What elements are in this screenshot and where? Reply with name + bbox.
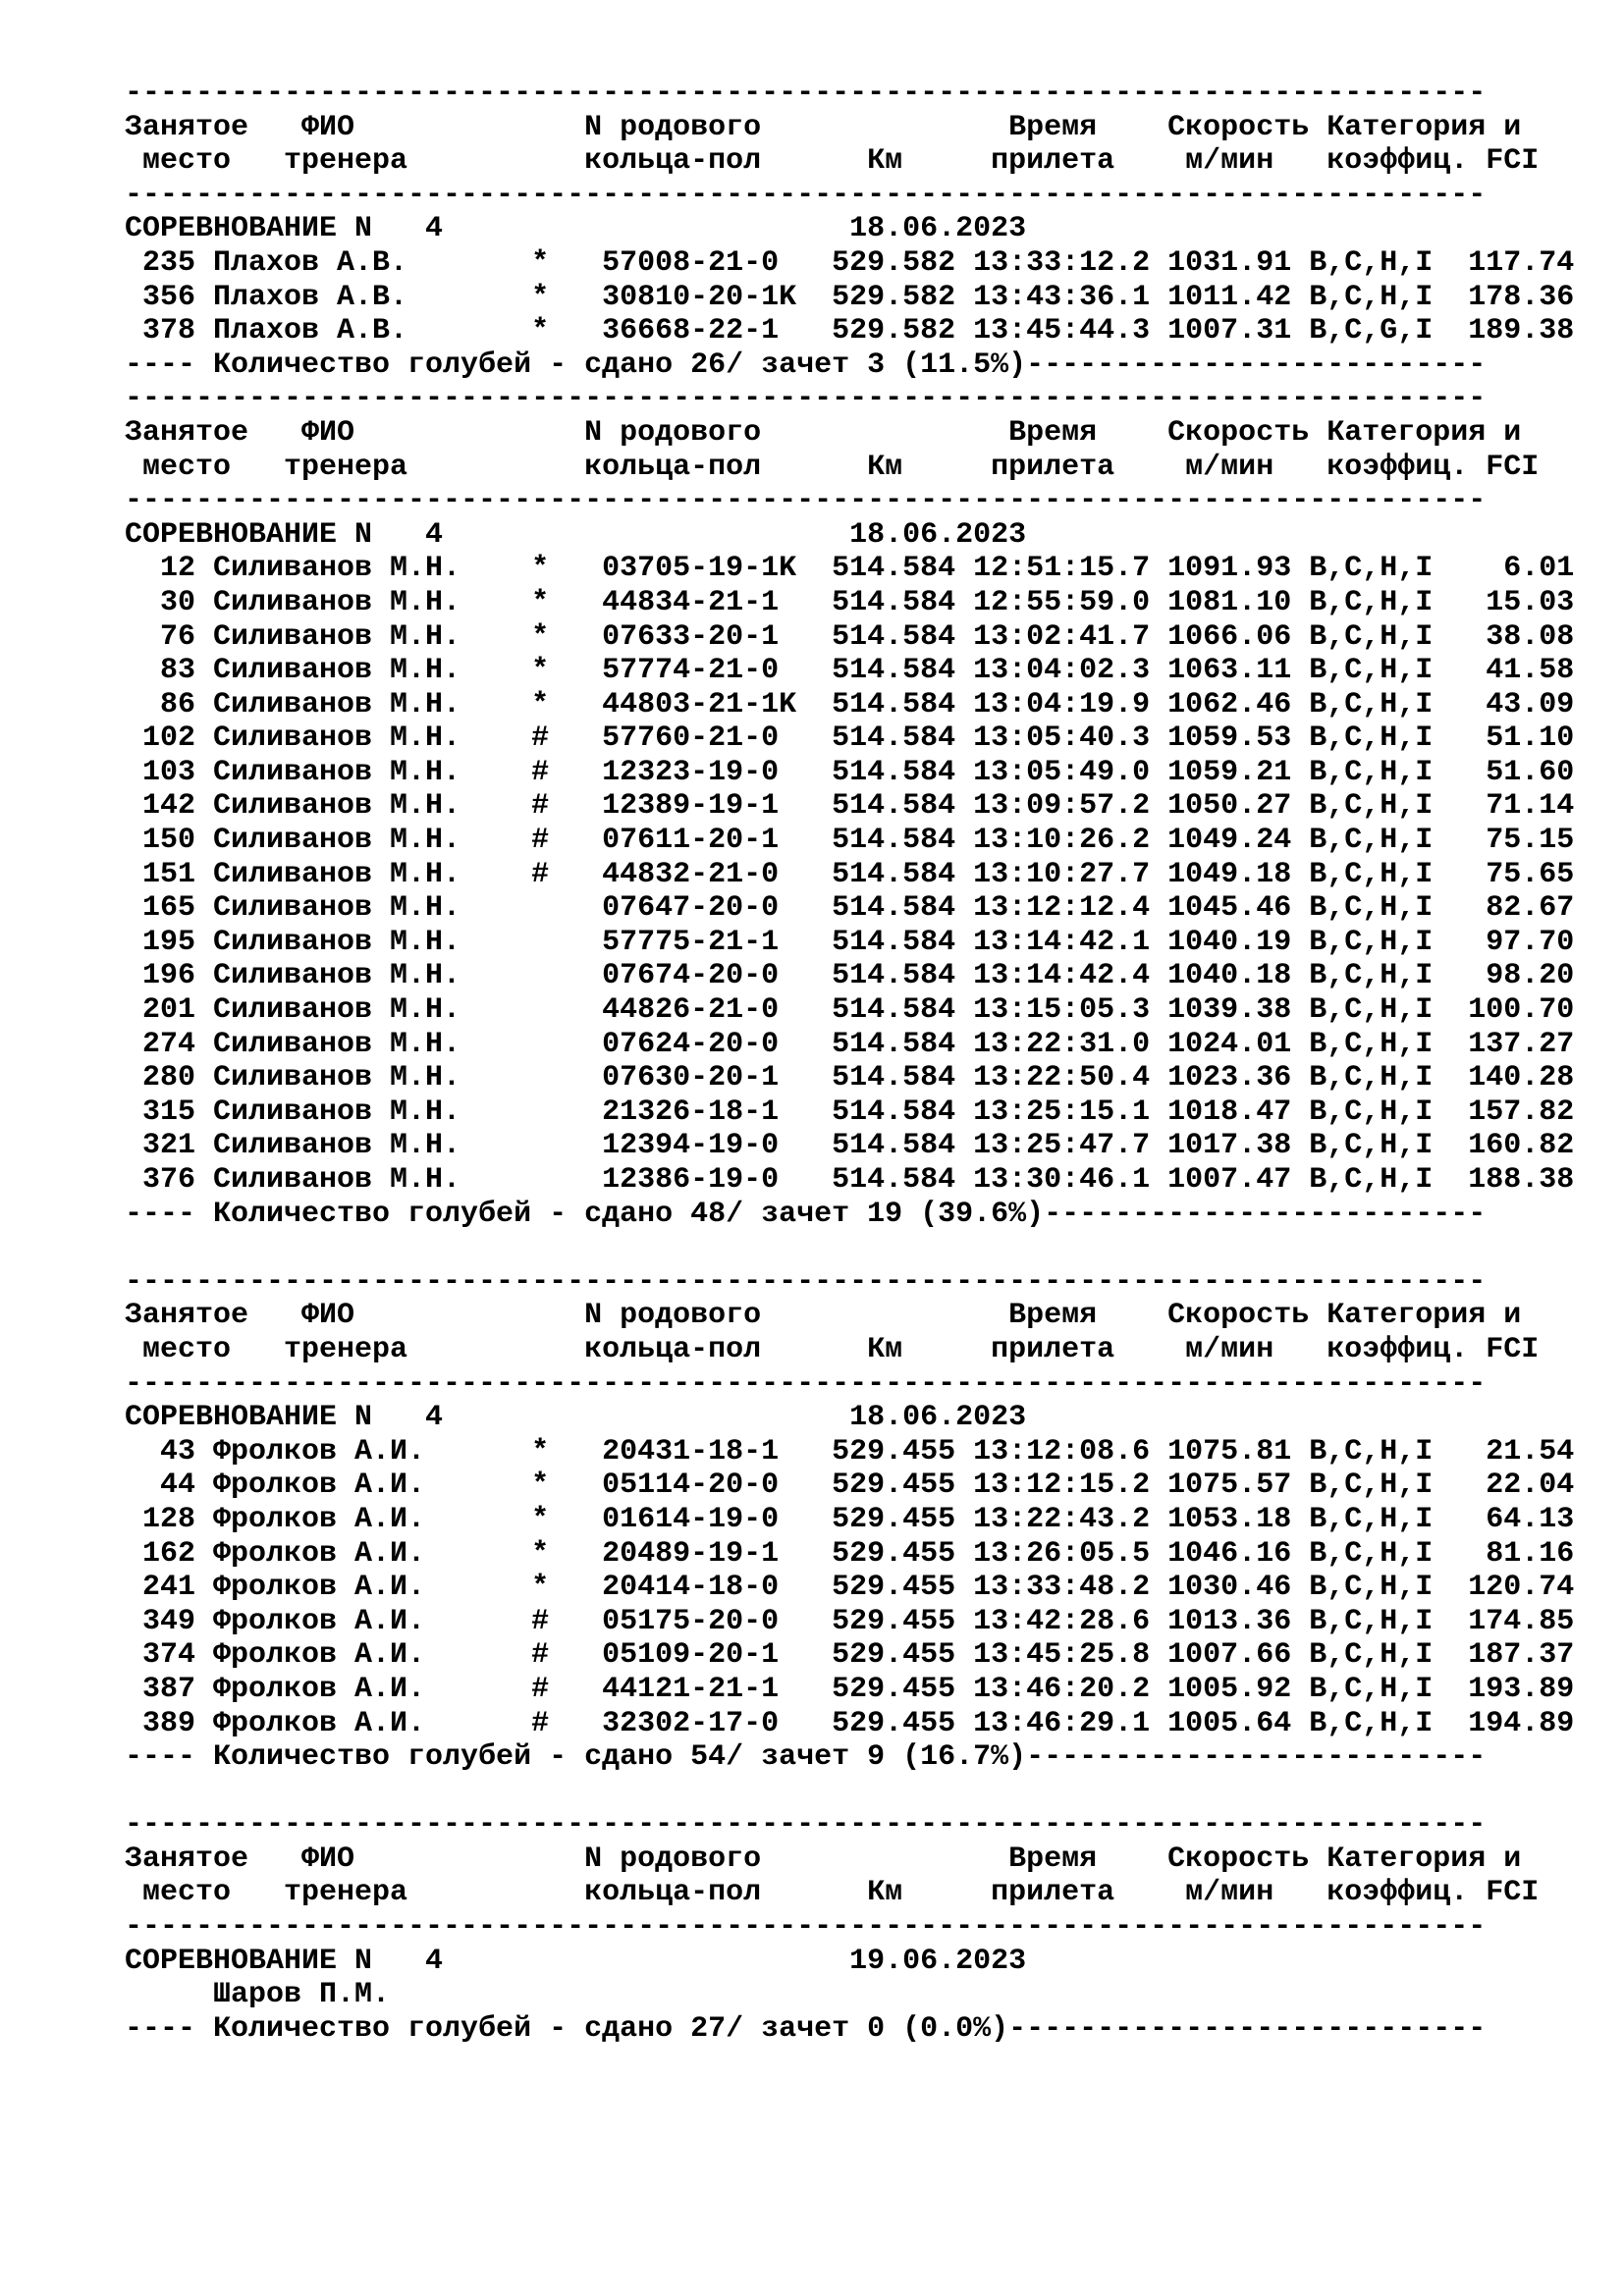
table-row: 274 Силиванов М.Н. 07624-20-0 514.584 13:22:31.0 1024.01 B,C,H,I 137.27 xyxy=(125,1027,1575,1061)
table-row: 165 Силиванов М.Н. 07647-20-0 514.584 13:12:12.4 1045.46 B,C,H,I 82.67 xyxy=(125,891,1575,926)
header-divider: ----------------------------------------------------------------------------- xyxy=(125,77,1487,110)
table-row: 235 Плахов А.В. * 57008-21-0 529.582 13:33:12.2 1031.91 B,C,H,I 117.74 xyxy=(125,245,1575,280)
header-divider: ----------------------------------------------------------------------------- xyxy=(125,382,1487,416)
table-row: 86 Силиванов М.Н. * 44803-21-1K 514.584 13:04:19.9 1062.46 B,C,H,I 43.09 xyxy=(125,687,1575,721)
spacer xyxy=(125,1231,1574,1265)
table-row: 196 Силиванов М.Н. 07674-20-0 514.584 13:14:42.4 1040.18 B,C,H,I 98.20 xyxy=(125,959,1575,993)
table-row: 195 Силиванов М.Н. 57775-21-1 514.584 13:14:42.1 1040.19 B,C,H,I 97.70 xyxy=(125,925,1575,959)
table-row: 387 Фролков А.И. # 44121-21-1 529.455 13:46:20.2 1005.92 B,C,H,I 193.89 xyxy=(125,1672,1575,1706)
table-row: 151 Силиванов М.Н. # 44832-21-0 514.584 13:10:27.7 1049.18 B,C,H,I 75.65 xyxy=(125,857,1575,891)
table-row: 374 Фролков А.И. # 05109-20-1 529.455 13:45:25.8 1007.66 B,C,H,I 187.37 xyxy=(125,1638,1575,1673)
header-divider: ----------------------------------------------------------------------------- xyxy=(125,1366,1487,1401)
header-divider: ----------------------------------------------------------------------------- xyxy=(125,1910,1487,1945)
table-row: 44 Фролков А.И. * 05114-20-0 529.455 13:12:15.2 1075.57 B,C,H,I 22.04 xyxy=(125,1468,1575,1503)
header-divider: ----------------------------------------------------------------------------- xyxy=(125,1264,1487,1299)
table-row: 378 Плахов А.В. * 36668-22-1 529.582 13:45:44.3 1007.31 B,C,G,I 189.38 xyxy=(125,314,1575,348)
header-row-2: место тренера кольца-пол Км прилета м/мин коэффиц. FCI xyxy=(125,144,1540,179)
table-row: 280 Силиванов М.Н. 07630-20-1 514.584 13:22:50.4 1023.36 B,C,H,I 140.28 xyxy=(125,1061,1575,1095)
header-row-1: Занятое ФИО N родового Время Скорость Категория и xyxy=(125,1299,1522,1333)
section-title: СОРЕВНОВАНИЕ N 4 18.06.2023 xyxy=(125,1401,1027,1435)
header-row-1: Занятое ФИО N родового Время Скорость Категория и xyxy=(125,110,1522,144)
section-title: СОРЕВНОВАНИЕ N 4 18.06.2023 xyxy=(125,517,1027,552)
table-row: Шаров П.М. xyxy=(125,1978,391,2012)
section-summary: ---- Количество голубей - сдано 48/ зачет 19 (39.6%)------------------------- xyxy=(125,1197,1487,1231)
section-title: СОРЕВНОВАНИЕ N 4 18.06.2023 xyxy=(125,212,1027,246)
section-summary: ---- Количество голубей - сдано 26/ зачет 3 (11.5%)-------------------------- xyxy=(125,347,1487,382)
table-row: 241 Фролков А.И. * 20414-18-0 529.455 13:33:48.2 1030.46 B,C,H,I 120.74 xyxy=(125,1571,1575,1605)
table-row: 83 Силиванов М.Н. * 57774-21-0 514.584 13:04:02.3 1063.11 B,C,H,I 41.58 xyxy=(125,654,1575,688)
header-divider: ----------------------------------------------------------------------------- xyxy=(125,1808,1487,1842)
table-row: 162 Фролков А.И. * 20489-19-1 529.455 13:26:05.5 1046.16 B,C,H,I 81.16 xyxy=(125,1536,1575,1571)
table-row: 315 Силиванов М.Н. 21326-18-1 514.584 13:25:15.1 1018.47 B,C,H,I 157.82 xyxy=(125,1095,1575,1129)
section-title: СОРЕВНОВАНИЕ N 4 19.06.2023 xyxy=(125,1944,1027,1978)
header-row-1: Занятое ФИО N родового Время Скорость Категория и xyxy=(125,415,1522,450)
table-row: 321 Силиванов М.Н. 12394-19-0 514.584 13:25:47.7 1017.38 B,C,H,I 160.82 xyxy=(125,1129,1575,1163)
table-row: 43 Фролков А.И. * 20431-18-1 529.455 13:12:08.6 1075.81 B,C,H,I 21.54 xyxy=(125,1434,1575,1468)
header-row-2: место тренера кольца-пол Км прилета м/мин коэффиц. FCI xyxy=(125,1332,1540,1366)
table-row: 150 Силиванов М.Н. # 07611-20-1 514.584 13:10:26.2 1049.24 B,C,H,I 75.15 xyxy=(125,824,1575,858)
table-row: 12 Силиванов М.Н. * 03705-19-1K 514.584 12:51:15.7 1091.93 B,C,H,I 6.01 xyxy=(125,552,1575,586)
table-row: 349 Фролков А.И. # 05175-20-0 529.455 13:42:28.6 1013.36 B,C,H,I 174.85 xyxy=(125,1604,1575,1638)
header-row-1: Занятое ФИО N родового Время Скорость Категория и xyxy=(125,1842,1522,1876)
header-divider: ----------------------------------------------------------------------------- xyxy=(125,484,1487,518)
table-row: 201 Силиванов М.Н. 44826-21-0 514.584 13:15:05.3 1039.38 B,C,H,I 100.70 xyxy=(125,993,1575,1028)
table-row: 76 Силиванов М.Н. * 07633-20-1 514.584 13:02:41.7 1066.06 B,C,H,I 38.08 xyxy=(125,619,1575,654)
table-row: 103 Силиванов М.Н. # 12323-19-0 514.584 13:05:49.0 1059.21 B,C,H,I 51.60 xyxy=(125,755,1575,789)
table-row: 142 Силиванов М.Н. # 12389-19-1 514.584 13:09:57.2 1050.27 B,C,H,I 71.14 xyxy=(125,789,1575,824)
section-summary: ---- Количество голубей - сдано 27/ зачет 0 (0.0%)--------------------------- xyxy=(125,2011,1487,2046)
table-row: 30 Силиванов М.Н. * 44834-21-1 514.584 12:55:59.0 1081.10 B,C,H,I 15.03 xyxy=(125,585,1575,619)
table-row: 356 Плахов А.В. * 30810-20-1K 529.582 13:43:36.1 1011.42 B,C,H,I 178.36 xyxy=(125,280,1575,314)
section-summary: ---- Количество голубей - сдано 54/ зачет 9 (16.7%)-------------------------- xyxy=(125,1740,1487,1775)
header-row-2: место тренера кольца-пол Км прилета м/мин коэффиц. FCI xyxy=(125,450,1540,484)
header-row-2: место тренера кольца-пол Км прилета м/мин коэффиц. FCI xyxy=(125,1876,1540,1910)
table-row: 102 Силиванов М.Н. # 57760-21-0 514.584 13:05:40.3 1059.53 B,C,H,I 51.10 xyxy=(125,721,1575,756)
table-row: 128 Фролков А.И. * 01614-19-0 529.455 13:22:43.2 1053.18 B,C,H,I 64.13 xyxy=(125,1502,1575,1536)
table-row: 376 Силиванов М.Н. 12386-19-0 514.584 13:30:46.1 1007.47 B,C,H,I 188.38 xyxy=(125,1163,1575,1197)
header-divider: ----------------------------------------------------------------------------- xyxy=(125,178,1487,212)
results-report xyxy=(125,77,1574,2046)
spacer xyxy=(125,1775,1574,1809)
table-row: 389 Фролков А.И. # 32302-17-0 529.455 13:46:29.1 1005.64 B,C,H,I 194.89 xyxy=(125,1706,1575,1740)
